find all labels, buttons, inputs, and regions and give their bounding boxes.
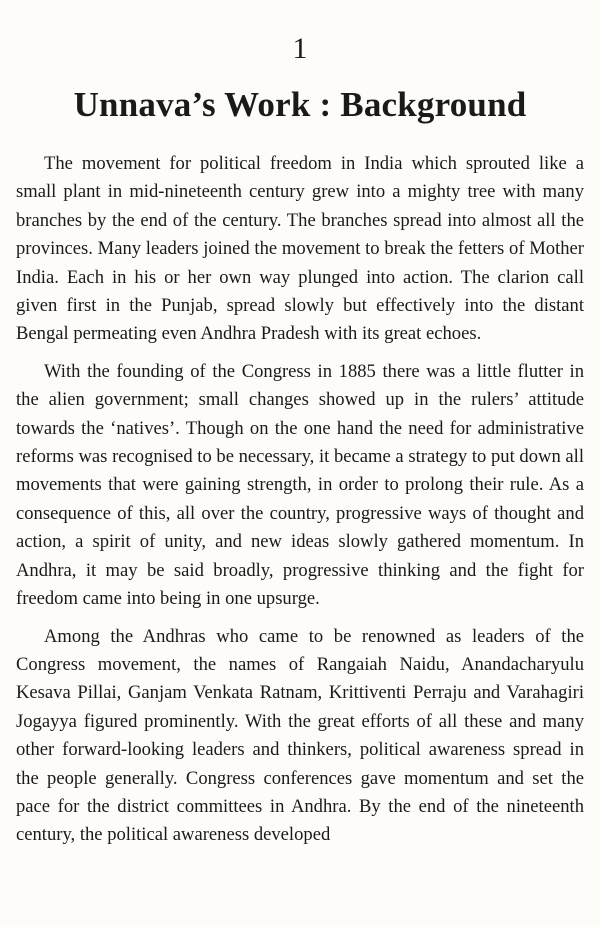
paragraph-3: Among the Andhras who came to be renowned as leaders of the Congress movement, the names of Rangaiah Naidu, Anandacharyulu Kesava Pillai, Ganjam Venkata Ratnam, Krittiventi Perraju and Varahagiri Jogayya figured prominently. With the great efforts of all these and many other forward-looking leaders and thinkers, political awareness spread in the people generally. Congress conferences gave momentum and set the pace for the district committees in Andhra. By the end of the nineteenth century, the political awareness developed [16,625,584,846]
chapter-title: Unnava’s Work : Background [73,85,527,124]
chapter-number: 1 [292,32,308,65]
paragraph-2: With the founding of the Congress in 1885 there was a little flutter in the alien government; small changes showed up in the rulers’ attitude towards the ‘natives’. Though on the one hand the need for administrative reforms was recognised to be necessary, it became a strategy to put down all movements that were gaining strength, in order to prolong their rule. As a consequence of this, all over the country, progressive ways of thought and action, a spirit of unity, and new ideas slowly gathered momentum. In Andhra, it may be said broadly, progressive thinking and the fight for freedom came into being in one upsurge. [16,360,584,610]
chapter-body [16,150,584,859]
paragraph-1: The movement for political freedom in India which sprouted like a small plant in mid-nineteenth century grew into a mighty tree with many branches by the end of the century. The branches spread into almost all the provinces. Many leaders joined the movement to break the fetters of Mother India. Each in his or her own way plunged into action. The clarion call given first in the Punjab, spread slowly but effectively into the distant Bengal permeating even Andhra Pradesh with its great echoes. [16,153,584,345]
